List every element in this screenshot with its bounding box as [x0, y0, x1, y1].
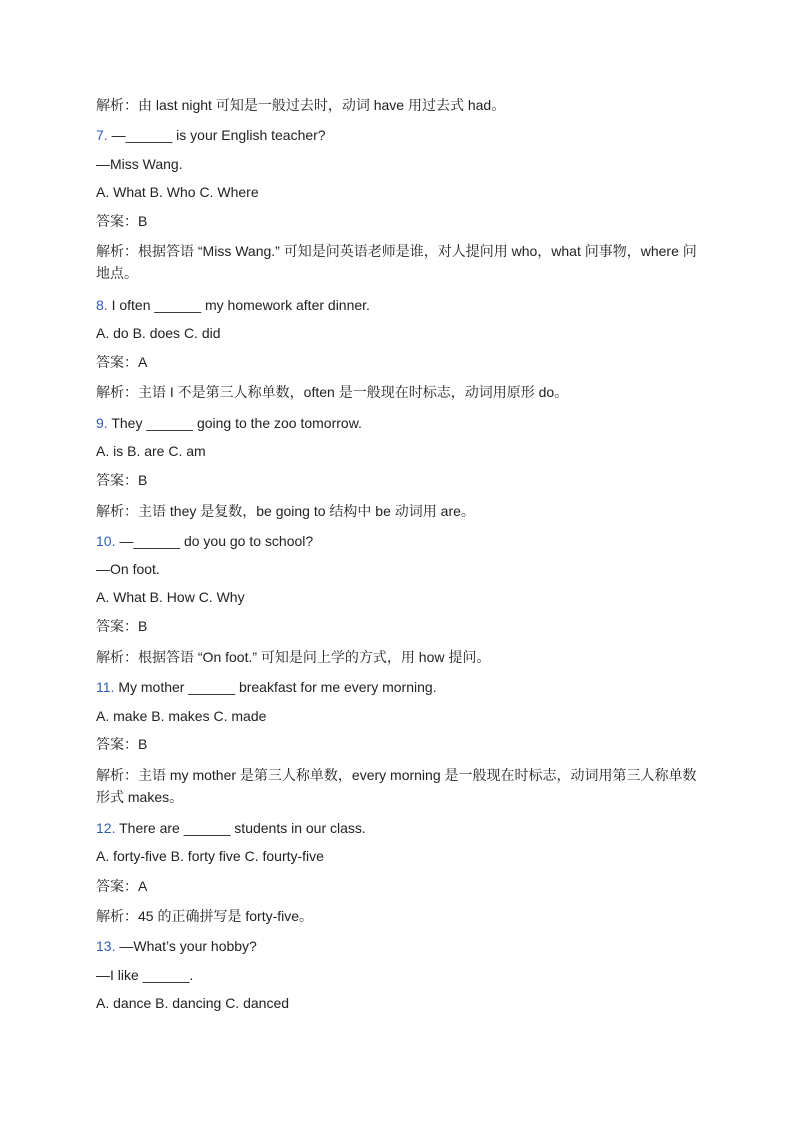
dialogue-line: —On foot. — [96, 561, 160, 577]
explanation-11: 解析：主语 my mother 是第三人称单数，every morning 是一般现在时标志，动词用第三人称单数形式 makes。 — [96, 767, 697, 805]
answer-7: 答案：B — [96, 213, 148, 229]
question-number: 11. — [96, 679, 115, 695]
explanation-9: 解析：主语 they 是复数，be going to 结构中 be 动词用 are。 — [96, 503, 475, 519]
question-text: —______ do you go to school? — [115, 533, 314, 549]
question-text: —What’s your hobby? — [115, 938, 257, 954]
options-11: A. make B. makes C. made — [96, 708, 267, 724]
explanation-12: 解析：45 的正确拼写是 forty-five。 — [96, 908, 314, 924]
options-9: A. is B. are C. am — [96, 443, 206, 459]
question-number: 12. — [96, 820, 116, 836]
explanation-6: 解析：由 last night 可知是一般过去时，动词 have 用过去式 had。 — [96, 97, 506, 113]
answer-11: 答案：B — [96, 736, 148, 752]
question-11 — [96, 678, 437, 696]
options-13: A. dance B. dancing C. danced — [96, 995, 290, 1011]
question-13 — [96, 937, 257, 955]
answer-12: 答案：A — [96, 878, 148, 894]
question-text: There are ______ students in our class. — [115, 820, 366, 836]
explanation-10: 解析：根据答语 “On foot.” 可知是问上学的方式，用 how 提问。 — [96, 649, 491, 665]
question-number: 13. — [96, 938, 116, 954]
question-9 — [96, 414, 362, 432]
question-7 — [96, 126, 326, 144]
question-number: 8. — [96, 297, 108, 313]
question-number: 10. — [96, 533, 116, 549]
question-text: They ______ going to the zoo tomorrow. — [107, 415, 362, 431]
answer-10: 答案：B — [96, 618, 148, 634]
answer-9: 答案：B — [96, 472, 148, 488]
question-text: —______ is your English teacher? — [107, 127, 326, 143]
options-7: A. What B. Who C. Where — [96, 184, 259, 200]
explanation-7: 解析：根据答语 “Miss Wang.” 可知是问英语老师是谁，对人提问用 who，what 问事物，where 问地点。 — [96, 243, 697, 281]
question-text: I often ______ my homework after dinner. — [107, 297, 370, 313]
dialogue-line: —I like ______. — [96, 967, 194, 983]
answer-8: 答案：A — [96, 354, 148, 370]
options-10: A. What B. How C. Why — [96, 589, 245, 605]
question-12 — [96, 819, 366, 837]
options-8: A. do B. does C. did — [96, 325, 221, 341]
question-number: 7. — [96, 127, 108, 143]
question-8 — [96, 296, 370, 314]
explanation-8: 解析：主语 I 不是第三人称单数，often 是一般现在时标志，动词用原形 do。 — [96, 384, 569, 400]
question-10 — [96, 532, 313, 550]
question-text: My mother ______ breakfast for me every morning. — [114, 679, 437, 695]
question-number: 9. — [96, 415, 108, 431]
options-12: A. forty-five B. forty five C. fourty-five — [96, 848, 324, 864]
dialogue-line: —Miss Wang. — [96, 156, 183, 172]
